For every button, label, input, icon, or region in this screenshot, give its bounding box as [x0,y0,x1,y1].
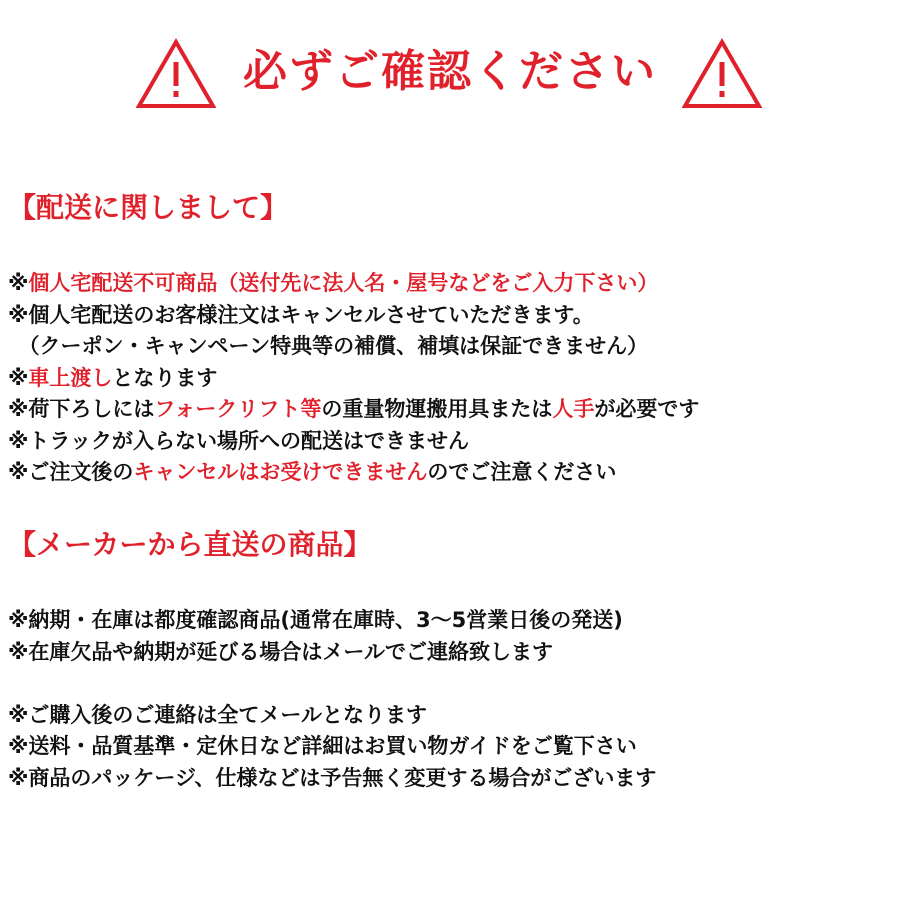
note-text: ※ご購入後のご連絡は全てメールとなります [8,702,427,727]
note-line [8,268,892,300]
note-text: ※ [8,365,29,390]
note-line [8,331,892,363]
note-text: ※ [8,271,29,295]
note-highlight: キャンセルはお受けできません [133,460,428,484]
note-line [8,637,892,669]
note-text: の重量物運搬用具または [321,397,553,421]
section-heading-direct-shipping: 【メーカーから直送の商品】 [8,528,372,561]
note-text: （クーポン・キャンペーン特典等の補償、補填は保証できません） [8,334,649,358]
note-line [8,457,892,489]
note-highlight: 人手 [552,397,595,421]
note-line [8,363,892,395]
note-highlight: 車上渡し [28,365,113,390]
note-line [8,426,892,458]
note-line [8,605,892,637]
header-title: 必ずご確認ください [243,46,657,97]
section-heading-delivery: 【配送に関しまして】 [8,191,289,224]
note-line [8,300,892,332]
note-text: となります [112,365,218,390]
note-line [8,763,892,795]
note-text: ※トラックが入らない場所への配送はできません [8,428,469,453]
note-highlight: フォークリフト等 [154,397,322,421]
note-text: ※個人宅配送のお客様注文はキャンセルさせていただきます。 [8,302,594,327]
note-text: ※ご注文後の [8,460,134,484]
note-text: ※在庫欠品や納期が延びる場合はメールでご連絡致します [8,639,553,664]
note-text: ※商品のパッケージ、仕様などは予告無く変更する場合がございます [8,765,657,790]
warning-header [0,38,900,112]
note-text: ※納期・在庫は都度確認商品(通常在庫時、3～5営業日後の発送) [8,608,623,632]
note-text: ※送料・品質基準・定休日など詳細はお買い物ガイドをご覧下さい [8,734,637,758]
delivery-notes [8,268,892,489]
note-text: のでご注意ください [427,460,617,484]
note-highlight: 個人宅配送不可商品（送付先に法人名・屋号などをご入力下さい） [28,271,659,295]
note-line [8,394,892,426]
blank-line [8,668,892,700]
warning-triangle-icon [682,38,762,110]
note-line [8,700,892,732]
note-line [8,731,892,763]
direct-shipping-notes [8,605,892,794]
note-text: ※荷下ろしには [8,397,155,421]
warning-triangle-icon [136,38,216,110]
note-text: が必要です [594,397,700,421]
